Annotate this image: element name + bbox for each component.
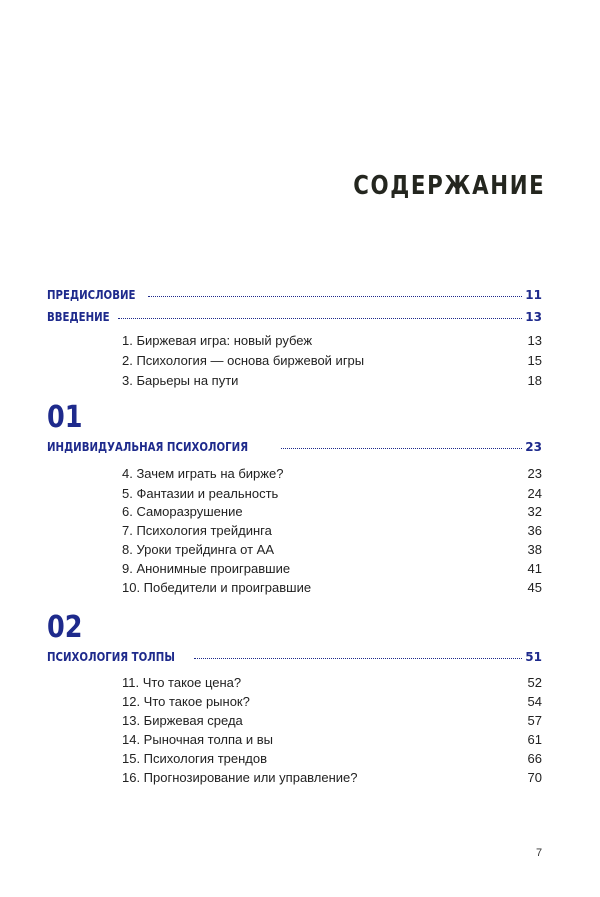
toc-subentry-page: 57: [527, 713, 542, 728]
toc-subentry-label: 7. Психология трейдинга: [122, 523, 272, 538]
toc-subentry-page: 23: [527, 466, 542, 481]
toc-entry-label: ПСИХОЛОГИЯ ТОЛПЫ: [47, 650, 175, 664]
toc-entry-section-1[interactable]: [47, 440, 542, 454]
toc-subentry[interactable]: [122, 675, 542, 690]
toc-subentry-page: 15: [527, 353, 542, 368]
toc-subentry-page: 13: [527, 333, 542, 348]
toc-subentry-page: 18: [527, 373, 542, 388]
section-number: 02: [47, 610, 83, 645]
page-title: СОДЕРЖАНИЕ: [352, 171, 545, 201]
toc-subentry[interactable]: [122, 466, 542, 481]
toc-entry-page: 51: [525, 650, 542, 664]
page-number: 7: [536, 847, 543, 859]
toc-entry-preface[interactable]: [47, 288, 542, 302]
toc-subentry[interactable]: [122, 713, 542, 728]
toc-subentry[interactable]: [122, 542, 542, 557]
toc-subentry-page: 41: [527, 561, 542, 576]
toc-subentry-label: 6. Саморазрушение: [122, 504, 243, 519]
toc-subentry[interactable]: [122, 770, 542, 785]
toc-subentry[interactable]: [122, 353, 542, 368]
dot-leader: [281, 448, 523, 449]
dot-leader: [194, 658, 522, 659]
toc-entry-label: ИНДИВИДУАЛЬНАЯ ПСИХОЛОГИЯ: [47, 440, 249, 454]
toc-entry-label: ПРЕДИСЛОВИЕ: [47, 288, 136, 302]
toc-entry-section-2[interactable]: [47, 650, 542, 664]
toc-subentry-page: 36: [527, 523, 542, 538]
toc-subentry[interactable]: [122, 580, 542, 595]
toc-subentry-label: 3. Барьеры на пути: [122, 373, 239, 388]
toc-entry-page: 13: [525, 310, 542, 324]
toc-subentry-label: 15. Психология трендов: [122, 751, 268, 766]
toc-subentry-page: 32: [527, 504, 542, 519]
toc-entry-label: ВВЕДЕНИЕ: [47, 310, 110, 324]
toc-subentry[interactable]: [122, 694, 542, 709]
toc-subentry-label: 8. Уроки трейдинга от АА: [122, 542, 275, 557]
toc-subentry-page: 45: [527, 580, 542, 595]
dot-leader: [148, 296, 522, 297]
toc-subentry-page: 54: [527, 694, 542, 709]
toc-subentry-page: 52: [527, 675, 542, 690]
toc-subentry-page: 24: [527, 486, 542, 501]
toc-subentry[interactable]: [122, 333, 542, 348]
toc-subentry-label: 11. Что такое цена?: [122, 675, 242, 690]
toc-subentry-label: 1. Биржевая игра: новый рубеж: [122, 333, 313, 348]
section-number: 01: [47, 400, 83, 435]
toc-subentry[interactable]: [122, 373, 542, 388]
dot-leader: [118, 318, 523, 319]
toc-subentry[interactable]: [122, 523, 542, 538]
toc-subentry-label: 16. Прогнозирование или управление?: [122, 770, 358, 785]
toc-subentry[interactable]: [122, 732, 542, 747]
toc-subentry-label: 12. Что такое рынок?: [122, 694, 250, 709]
toc-subentry-label: 14. Рыночная толпа и вы: [122, 732, 273, 747]
toc-subentry-page: 38: [527, 542, 542, 557]
toc-subentry-label: 9. Анонимные проигравшие: [122, 561, 291, 576]
toc-subentry-page: 61: [527, 732, 542, 747]
toc-subentry-page: 70: [527, 770, 542, 785]
toc-entry-page: 11: [525, 288, 542, 302]
toc-subentry-label: 10. Победители и проигравшие: [122, 580, 312, 595]
toc-subentry[interactable]: [122, 486, 542, 501]
toc-subentry[interactable]: [122, 561, 542, 576]
toc-entry-introduction[interactable]: [47, 310, 542, 324]
toc-subentry-label: 4. Зачем играть на бирже?: [122, 466, 284, 481]
toc-subentry-label: 2. Психология — основа биржевой игры: [122, 353, 365, 368]
toc-subentry-page: 66: [527, 751, 542, 766]
toc-subentry[interactable]: [122, 751, 542, 766]
toc-subentry-label: 13. Биржевая среда: [122, 713, 243, 728]
toc-entry-page: 23: [525, 440, 542, 454]
toc-subentry-label: 5. Фантазии и реальность: [122, 486, 279, 501]
toc-subentry[interactable]: [122, 504, 542, 519]
